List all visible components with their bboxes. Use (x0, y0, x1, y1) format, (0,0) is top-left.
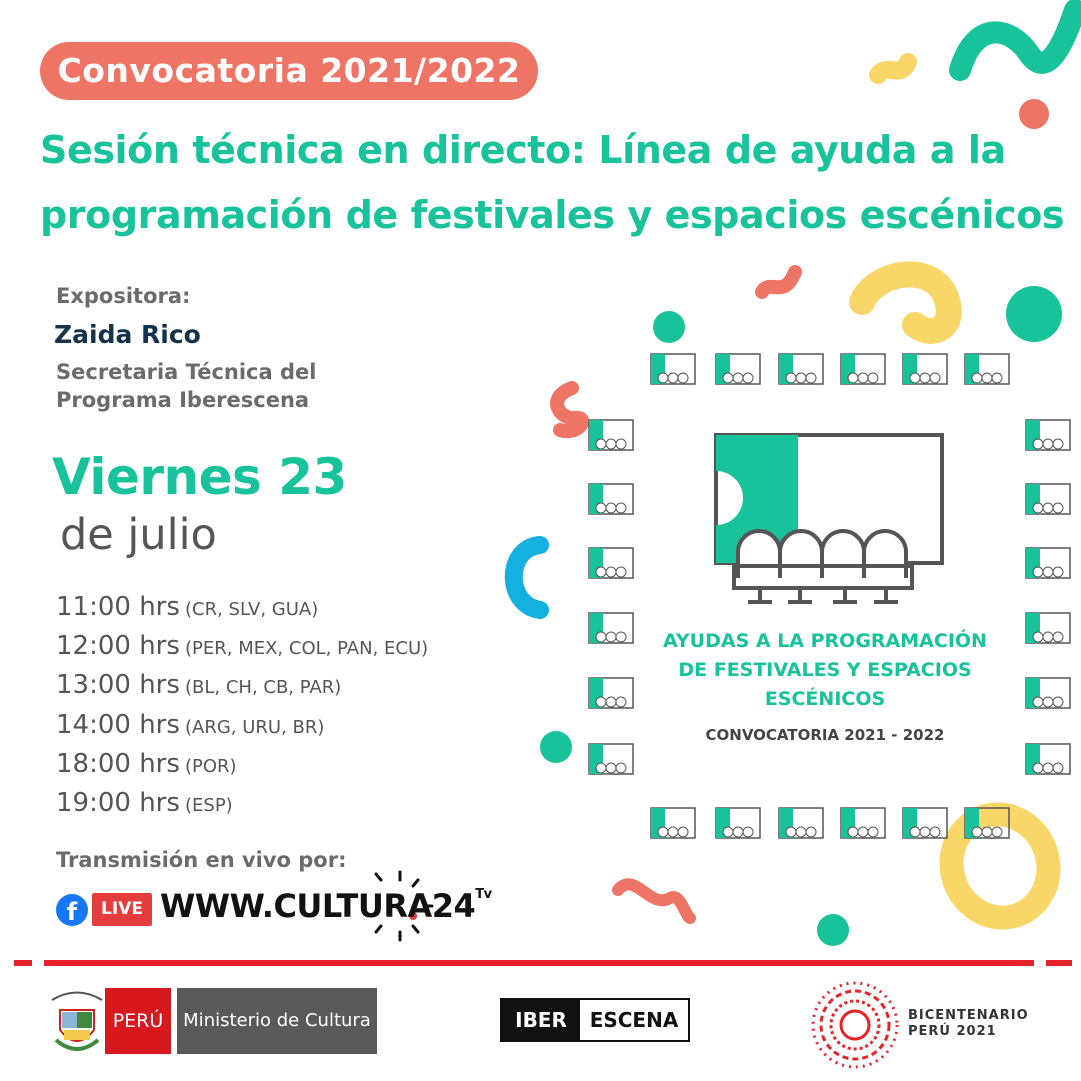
mini-cinema-icon (1026, 420, 1070, 450)
mini-cinema-icon (589, 744, 633, 774)
mini-cinema-icon (841, 354, 885, 384)
speaker-role-line-2: Programa Iberescena (56, 388, 310, 412)
mini-cinema-icon (841, 808, 885, 838)
bicentenario-burst-icon (813, 983, 897, 1067)
schedule-zones: (BL, CH, CB, PAR) (185, 677, 342, 699)
footer-divider (44, 960, 1034, 966)
cultura24-link[interactable] (160, 887, 492, 925)
speaker-role (56, 358, 316, 414)
mini-cinema-icon (589, 484, 633, 514)
event-day: Viernes 23 (52, 448, 347, 506)
mini-cinema-icon (1026, 613, 1070, 643)
poster-title (640, 627, 1010, 714)
schedule-time: 14:00 hrs (56, 709, 180, 740)
mini-cinema-icon (779, 808, 823, 838)
schedule-time: 18:00 hrs (56, 748, 180, 779)
schedule-row (56, 745, 428, 784)
schedule-row (56, 627, 428, 666)
iberescena-logo-escena: ESCENA (589, 1008, 679, 1032)
iberescena-logo (500, 998, 690, 1042)
mini-cinema-icon (651, 808, 695, 838)
schedule-row (56, 706, 428, 745)
mini-cinema-icon (779, 354, 823, 384)
schedule-zones: (PER, MEX, COL, PAN, ECU) (185, 638, 429, 660)
schedule-list (56, 588, 428, 823)
mini-cinema-icon (589, 548, 633, 578)
schedule-row (56, 588, 428, 627)
cultura24-site: WWW.CULTURA24 (160, 887, 476, 925)
iberescena-logo-iber: IBER (502, 1000, 580, 1040)
speaker-name: Zaida Rico (54, 320, 201, 349)
mini-cinema-icon (716, 354, 760, 384)
live-badge[interactable]: LIVE (92, 893, 152, 926)
bicentenario-line-2: PERÚ 2021 (908, 1024, 997, 1039)
mini-cinema-icon (965, 354, 1009, 384)
speaker-label: Expositora: (56, 284, 191, 308)
schedule-row (56, 666, 428, 705)
schedule-zones: (CR, SLV, GUA) (185, 599, 319, 620)
mini-cinema-icon (1026, 548, 1070, 578)
peru-coat-of-arms-icon (52, 993, 102, 1050)
page-title (40, 118, 1080, 248)
mini-cinema-icon (903, 354, 947, 384)
mini-cinema-icon (903, 808, 947, 838)
title-line-2: programación de festivales y espacios escénicos (40, 193, 1065, 237)
bicentenario-line-1: BICENTENARIO (908, 1008, 1029, 1023)
mini-cinema-icon (589, 420, 633, 450)
poster-subtitle: CONVOCATORIA 2021 - 2022 (705, 726, 945, 744)
cinema-seats-icon (716, 435, 942, 602)
cultura24-tv-suffix: Tv (475, 887, 492, 902)
mini-cinema-icon (1026, 678, 1070, 708)
event-month: de julio (60, 510, 217, 560)
schedule-time: 13:00 hrs (56, 670, 180, 701)
schedule-time: 19:00 hrs (56, 787, 180, 818)
peru-logo-box: PERÚ (105, 988, 171, 1054)
mini-cinema-icon (1026, 484, 1070, 514)
speaker-role-line-1: Secretaria Técnica del (56, 360, 317, 384)
poster-title-line-1: AYUDAS A LA PROGRAMACIÓN (663, 630, 987, 652)
mini-cinema-icon (716, 808, 760, 838)
mini-cinema-icon (589, 678, 633, 708)
mini-cinema-icon (589, 613, 633, 643)
mini-cinema-icon (1026, 744, 1070, 774)
schedule-time: 12:00 hrs (56, 631, 180, 662)
broadcast-label: Transmisión en vivo por: (56, 848, 347, 872)
schedule-zones: (POR) (185, 755, 237, 777)
convocatoria-badge: Convocatoria 2021/2022 (40, 42, 538, 100)
poster-title-line-2: DE FESTIVALES Y ESPACIOS (678, 659, 972, 681)
ministry-logo-box: Ministerio de Cultura (177, 988, 377, 1054)
facebook-icon[interactable]: f (56, 894, 88, 926)
schedule-row (56, 784, 428, 823)
schedule-time: 11:00 hrs (56, 592, 180, 622)
schedule-zones: (ESP) (185, 794, 233, 816)
mini-cinema-icon (651, 354, 695, 384)
schedule-zones: (ARG, URU, BR) (185, 716, 325, 738)
title-line-1: Sesión técnica en directo: Línea de ayuda a la (40, 128, 1006, 172)
poster-title-line-3: ESCÉNICOS (764, 688, 886, 710)
